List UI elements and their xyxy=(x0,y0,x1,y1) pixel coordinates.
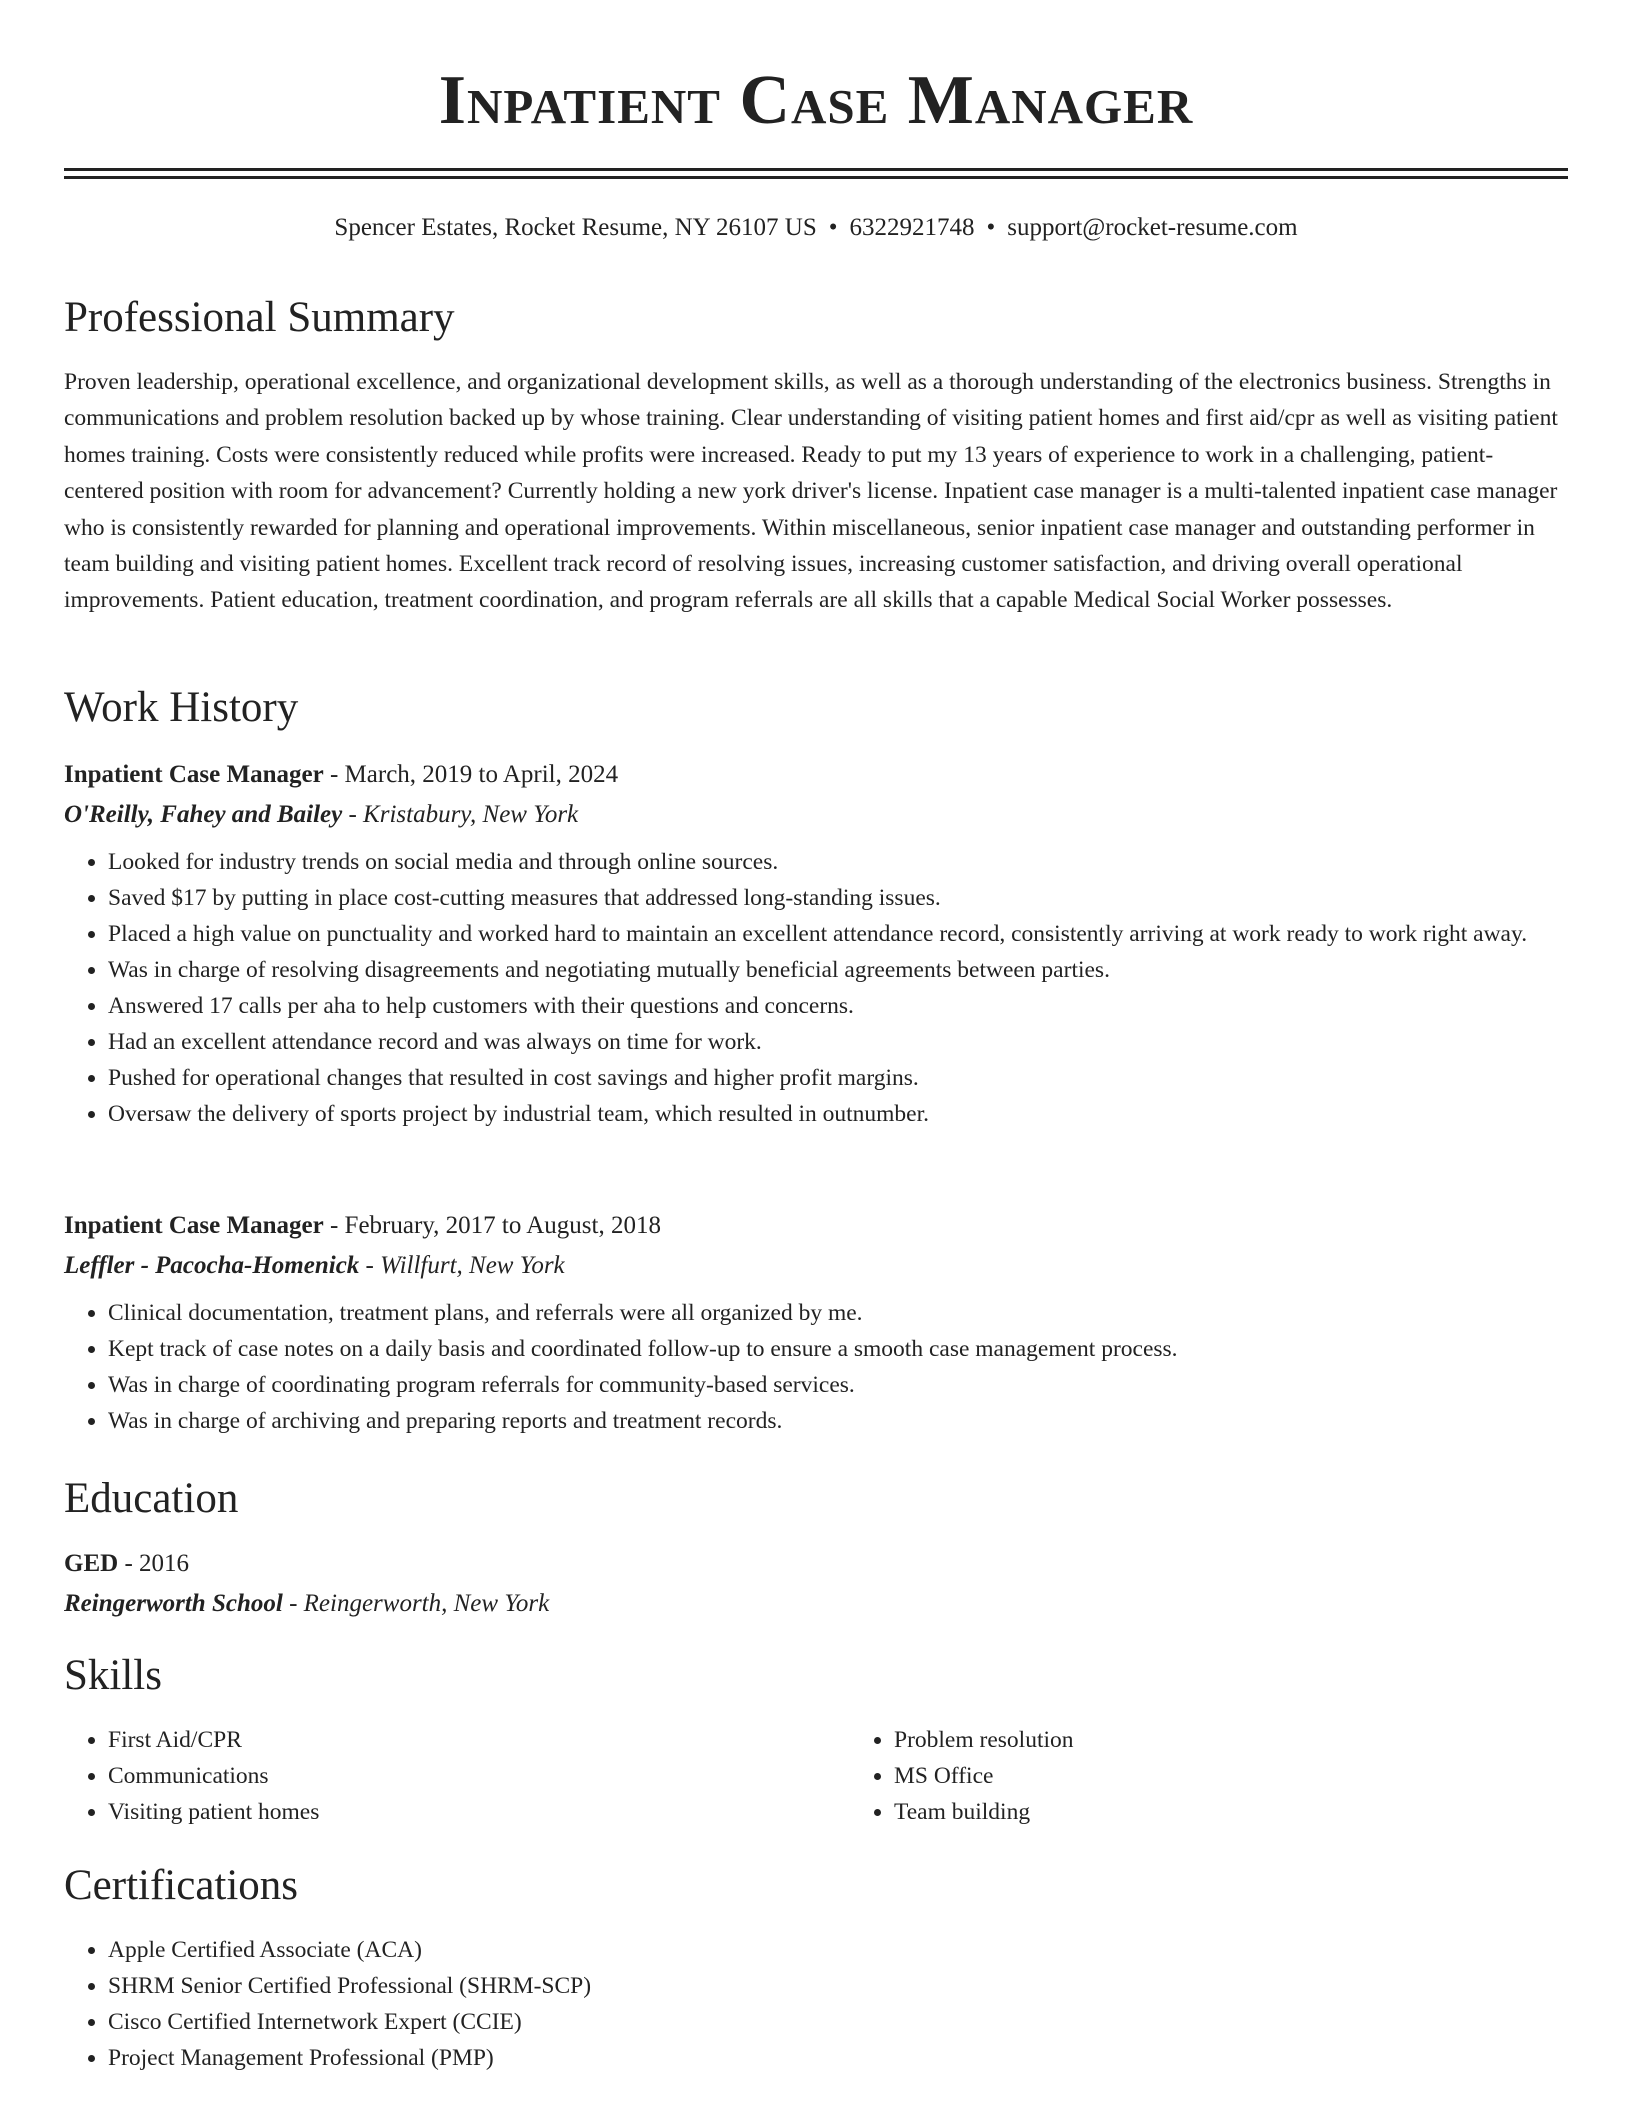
section-title-skills: Skills xyxy=(64,1652,162,1699)
job-heading xyxy=(64,1213,1568,1238)
contact-separator: • xyxy=(986,214,996,241)
certification-item: • SHRM Senior Certified Professional (SHRM-SCP) xyxy=(108,1968,1568,2004)
job-bullets xyxy=(64,844,1568,1132)
list-item: • Placed a high value on punctuality and worked hard to maintain an excellent attendance record, consistently arriving at work ready to work right away. xyxy=(108,916,1568,952)
skill-item: • MS Office xyxy=(894,1758,1632,1794)
section-title-education: Education xyxy=(64,1475,239,1522)
skill-item: • Communications xyxy=(108,1758,850,1794)
job-entry xyxy=(64,1213,1568,1439)
job-dates: - February, 2017 to August, 2018 xyxy=(323,1212,661,1239)
education-degree: GED xyxy=(64,1550,119,1577)
list-item: • Kept track of case notes on a daily basis and coordinated follow-up to ensure a smooth case management process. xyxy=(108,1331,1568,1367)
section-title-certifications: Certifications xyxy=(64,1862,299,1909)
contact-line xyxy=(64,215,1568,240)
skills-list-left xyxy=(64,1722,850,1830)
list-item: • Pushed for operational changes that resulted in cost savings and higher profit margins. xyxy=(108,1060,1568,1096)
summary-text: Proven leadership, operational excellence, and organizational development skills, as well as a thorough understanding of the electronics business. Strengths in communications and problem resolution backed up by whose training. Clear understanding of visiting patient homes and first aid/cpr as well as visiting patient homes training. Costs were consistently reduced while profits were increased. Ready to put my 13 years of experience to work in a challenging, patient-centered position with room for advancement? Currently holding a new york driver's license. Inpatient case manager is a multi-talented inpatient case manager who is consistently rewarded for planning and operational improvements. Within miscellaneous, senior inpatient case manager and outstanding performer in team building and visiting patient homes. Excellent track record of resolving issues, increasing customer satisfaction, and driving overall operational improvements. Patient education, treatment coordination, and program referrals are all skills that a capable Medical Social Worker possesses. xyxy=(64,369,1558,614)
job-employer xyxy=(64,802,1568,827)
certification-item: • Project Management Professional (PMP) xyxy=(108,2040,1568,2076)
job-bullets xyxy=(64,1295,1568,1439)
list-item: • Clinical documentation, treatment plans, and referrals were all organized by me. xyxy=(108,1295,1568,1331)
resume-title: Inpatient Case Manager xyxy=(438,62,1194,139)
list-item: • Had an excellent attendance record and was always on time for work. xyxy=(108,1024,1568,1060)
section-title-work: Work History xyxy=(64,684,299,731)
education-year: - 2016 xyxy=(118,1550,190,1577)
contact-email: support@rocket-resume.com xyxy=(1007,214,1298,241)
list-item: • Answered 17 calls per aha to help customers with their questions and concerns. xyxy=(108,988,1568,1024)
certifications-list xyxy=(64,1932,1568,2076)
section-title-summary: Professional Summary xyxy=(64,294,455,341)
skill-item: • Visiting patient homes xyxy=(108,1794,850,1830)
certification-item: • Cisco Certified Internetwork Expert (CCIE) xyxy=(108,2004,1568,2040)
list-item: • Oversaw the delivery of sports project by industrial team, which resulted in outnumber. xyxy=(108,1096,1568,1132)
education-location: - Reingerworth, New York xyxy=(282,1590,550,1617)
skill-item: • First Aid/CPR xyxy=(108,1722,850,1758)
list-item: • Was in charge of coordinating program referrals for community-based services. xyxy=(108,1367,1568,1403)
skills-columns xyxy=(64,1722,1568,1830)
skills-list-right xyxy=(850,1722,1632,1830)
education-school-line xyxy=(64,1591,1568,1616)
contact-separator: • xyxy=(828,214,838,241)
education-school: Reingerworth School xyxy=(64,1590,283,1617)
skill-item: • Problem resolution xyxy=(894,1722,1632,1758)
job-employer xyxy=(64,1253,1568,1278)
job-heading xyxy=(64,762,1568,787)
skill-item: • Team building xyxy=(894,1794,1632,1830)
job-entry xyxy=(64,762,1568,1132)
list-item: • Was in charge of archiving and preparing reports and treatment records. xyxy=(108,1403,1568,1439)
job-company: O'Reilly, Fahey and Bailey xyxy=(64,801,343,828)
job-company: Leffler - Pacocha-Homenick xyxy=(64,1252,360,1279)
job-role: Inpatient Case Manager xyxy=(64,1212,324,1239)
title-divider xyxy=(64,168,1568,179)
contact-phone: 6322921748 xyxy=(849,214,975,241)
list-item: • Looked for industry trends on social media and through online sources. xyxy=(108,844,1568,880)
contact-address: Spencer Estates, Rocket Resume, NY 26107 US xyxy=(334,214,817,241)
education-heading xyxy=(64,1551,1568,1576)
job-role: Inpatient Case Manager xyxy=(64,761,324,788)
certification-item: • Apple Certified Associate (ACA) xyxy=(108,1932,1568,1968)
education-entry xyxy=(64,1551,1568,1616)
list-item: • Saved $17 by putting in place cost-cutting measures that addressed long-standing issues. xyxy=(108,880,1568,916)
job-location: - Willfurt, New York xyxy=(359,1252,565,1279)
job-dates: - March, 2019 to April, 2024 xyxy=(323,761,619,788)
job-location: - Kristabury, New York xyxy=(342,801,579,828)
list-item: • Was in charge of resolving disagreements and negotiating mutually beneficial agreements between parties. xyxy=(108,952,1568,988)
